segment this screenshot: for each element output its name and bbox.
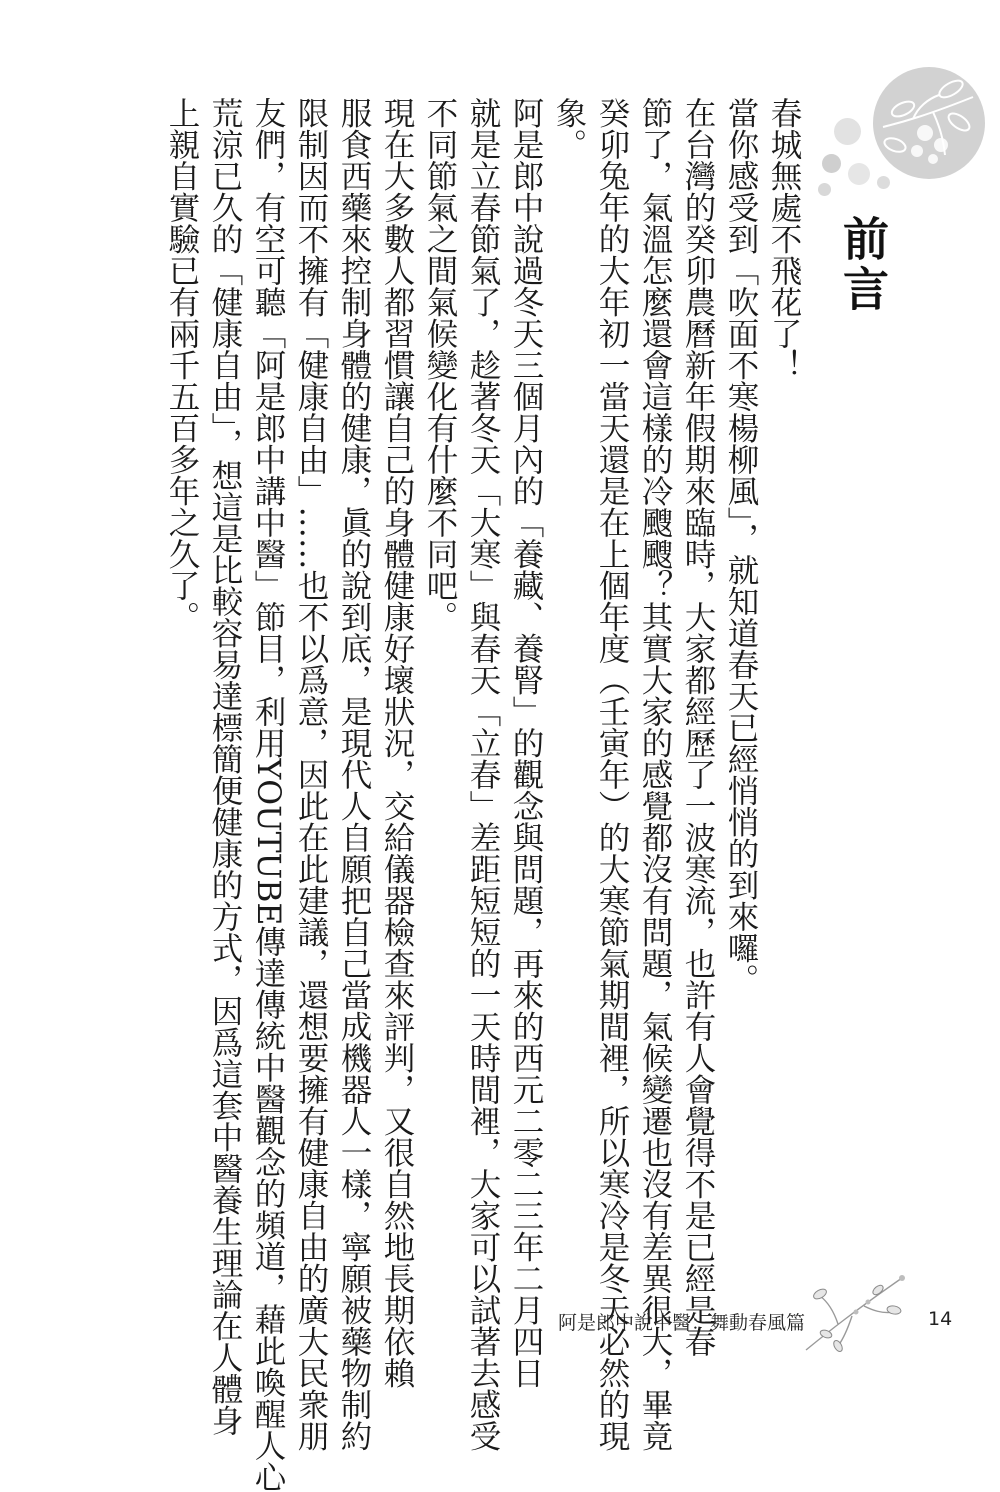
text-column: 友們，有空可聽「阿是郎中講中醫」節目，利用YOUTUBE傳達傳統中醫觀念的頻道，藉此喚醒人心 — [250, 97, 286, 1492]
text-column: 荒涼已久的「健康自由」，想這是比較容易達標簡便健康的方式，因爲這套中醫養生理論在人體身 — [207, 97, 243, 1436]
text-column: 阿是郎中說過冬天三個月內的「養藏、養腎」的觀念與問題，再來的西元二零二三年二月四日 — [508, 97, 544, 1389]
decorative-dot — [834, 118, 861, 145]
decorative-dot — [818, 183, 831, 196]
text-column: 春城無處不飛花了！ — [766, 97, 802, 381]
flower-sprig-illustration — [798, 1272, 910, 1352]
text-column: 就是立春節氣了，趁著冬天「大寒」與春天「立春」差距短短的一天時間裡，大家可以試著去感受 — [465, 97, 501, 1452]
page-title: 前言 — [836, 215, 890, 315]
text-column: 上親自實驗已有兩千五百多年之久了。 — [164, 97, 200, 633]
running-title: 阿是郎中說中醫：舞動春風篇 — [558, 1312, 806, 1334]
decorative-dot — [848, 163, 870, 185]
fruit-branch-illustration — [873, 67, 985, 179]
text-column: 不同節氣之間氣候變化有什麼不同吧。 — [422, 97, 458, 633]
text-column: 節了，氣溫怎麼還會這樣的冷颼颼？其實大家的感覺都沒有問題，氣候變遷也沒有差異很大，畢竟 — [637, 97, 673, 1452]
text-column: 服食西藥來控制身體的健康，眞的說到底，是現代人自願把自己當成機器人一樣，寧願被藥物制約 — [336, 97, 372, 1452]
decorative-dot — [822, 154, 841, 173]
text-column: 在台灣的癸卯農曆新年假期來臨時，大家都經歷了一波寒流，也許有人會覺得不是已經是春 — [680, 97, 716, 1357]
text-column: 癸卯兔年的大年初一當天還是在上個年度（壬寅年）的大寒節氣期間裡，所以寒冷是冬天必然的現 — [594, 97, 630, 1452]
text-column: 現在大多數人都習慣讓自己的身體健康好壞狀況，交給儀器檢查來評判，又很自然地長期依賴 — [379, 97, 415, 1389]
text-column: 象。 — [551, 97, 587, 160]
text-column: 當你感受到「吹面不寒楊柳風」，就知道春天已經悄悄的到來囉。 — [723, 97, 759, 995]
page-number: 14 — [928, 1308, 953, 1330]
text-column: 限制因而不擁有「健康自由」……也不以爲意，因此在此建議，還想要擁有健康自由的廣大民衆朋 — [293, 97, 329, 1452]
